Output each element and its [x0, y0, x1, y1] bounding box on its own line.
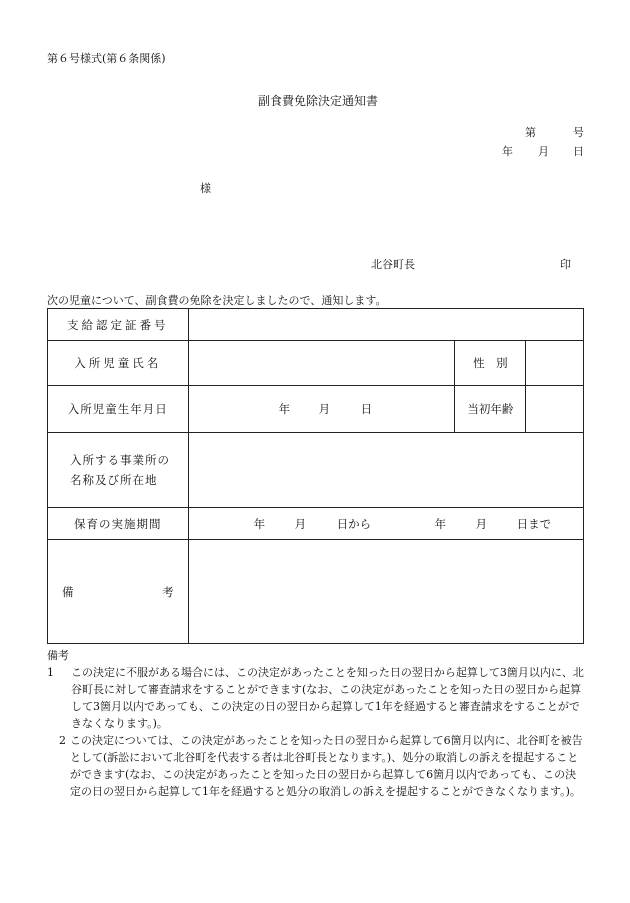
- note-1: [47, 664, 587, 732]
- row-child-name: [48, 341, 584, 386]
- issuer-name: 北谷町長: [371, 258, 415, 271]
- label-birthdate: 入所児童生年月日: [48, 386, 189, 433]
- date-day: 日: [573, 145, 584, 158]
- date-year: 年: [502, 145, 513, 158]
- date-month: 月: [538, 145, 549, 158]
- label-initial-age: 当初年齢: [455, 386, 526, 433]
- label-period: 保育の実施期間: [48, 508, 189, 540]
- note-2-text: この決定については、この決定があったことを知った日の翌日から起算して6箇月以内に、北谷町を被告として(訴訟において北谷町を代表する者は北谷町長となります。)、処分の取消しの訴えを提起することができます(なお、この決定があったことを知った日の翌日から起算して6箇月以内であっても、この決定の日の翌日から起算して1年を経過すると処分の取消しの訴えを提起することができなくなります。)。: [70, 734, 583, 798]
- label-facility-line2: 名称及び所在地: [70, 473, 158, 487]
- note-2-number: 2: [59, 734, 66, 747]
- note-1-number: 1: [47, 666, 54, 679]
- row-remarks: [48, 540, 584, 644]
- doc-number-go: 号: [573, 126, 584, 139]
- row-cert-number: [48, 309, 584, 341]
- field-gender[interactable]: [526, 341, 584, 386]
- birth-year-unit: 年: [278, 402, 291, 416]
- birth-month-unit: 月: [318, 402, 331, 416]
- note-1-text: この決定に不服がある場合には、この決定があったことを知った日の翌日から起算して3箇月以内に、北谷町長に対して審査請求をすることができます(なお、この決定があったことを知った日の翌日から起算して3箇月以内であっても、この決定の日の翌日から起算して1年を経過すると審査請求をすることができなくなります。)。: [71, 666, 584, 730]
- period-end-day-unit: 日まで: [516, 516, 552, 531]
- label-remarks-left: 備: [62, 584, 74, 599]
- notification-table: [47, 308, 584, 644]
- addressee-suffix: 様: [200, 182, 211, 195]
- label-facility: [48, 433, 189, 508]
- note-2: [47, 732, 587, 800]
- notes-heading: 備考: [47, 649, 69, 662]
- label-gender: 性 別: [455, 341, 526, 386]
- seal-mark: 印: [560, 258, 571, 271]
- row-facility: [48, 433, 584, 508]
- period-start-year-unit: 年: [253, 516, 266, 531]
- label-remarks-right: 考: [162, 584, 174, 599]
- intro-text: 次の児童について、副食費の免除を決定しましたので、通知します。: [47, 294, 387, 307]
- period-start-month-unit: 月: [294, 516, 307, 531]
- row-period: [48, 508, 584, 540]
- birth-day-unit: 日: [360, 402, 373, 416]
- period-end-month-unit: 月: [475, 516, 488, 531]
- field-birthdate[interactable]: [188, 386, 455, 433]
- label-cert-number: 支給認定証番号: [48, 309, 189, 341]
- label-facility-line1: 入所する事業所の: [70, 453, 170, 467]
- field-remarks[interactable]: [188, 540, 583, 644]
- field-facility[interactable]: [188, 433, 583, 508]
- label-child-name: 入所児童氏名: [48, 341, 189, 386]
- row-birthdate: [48, 386, 584, 433]
- form-id: 第６号様式(第６条関係): [47, 52, 166, 65]
- label-remarks: [48, 540, 189, 644]
- period-end-year-unit: 年: [434, 516, 447, 531]
- field-initial-age[interactable]: [526, 386, 584, 433]
- notes-section: [47, 647, 587, 800]
- field-cert-number[interactable]: [188, 309, 583, 341]
- doc-number-dai: 第: [525, 126, 536, 139]
- period-start-day-unit: 日から: [336, 516, 372, 531]
- document-title: 副食費免除決定通知書: [258, 94, 379, 108]
- field-period[interactable]: [188, 508, 583, 540]
- field-child-name[interactable]: [188, 341, 455, 386]
